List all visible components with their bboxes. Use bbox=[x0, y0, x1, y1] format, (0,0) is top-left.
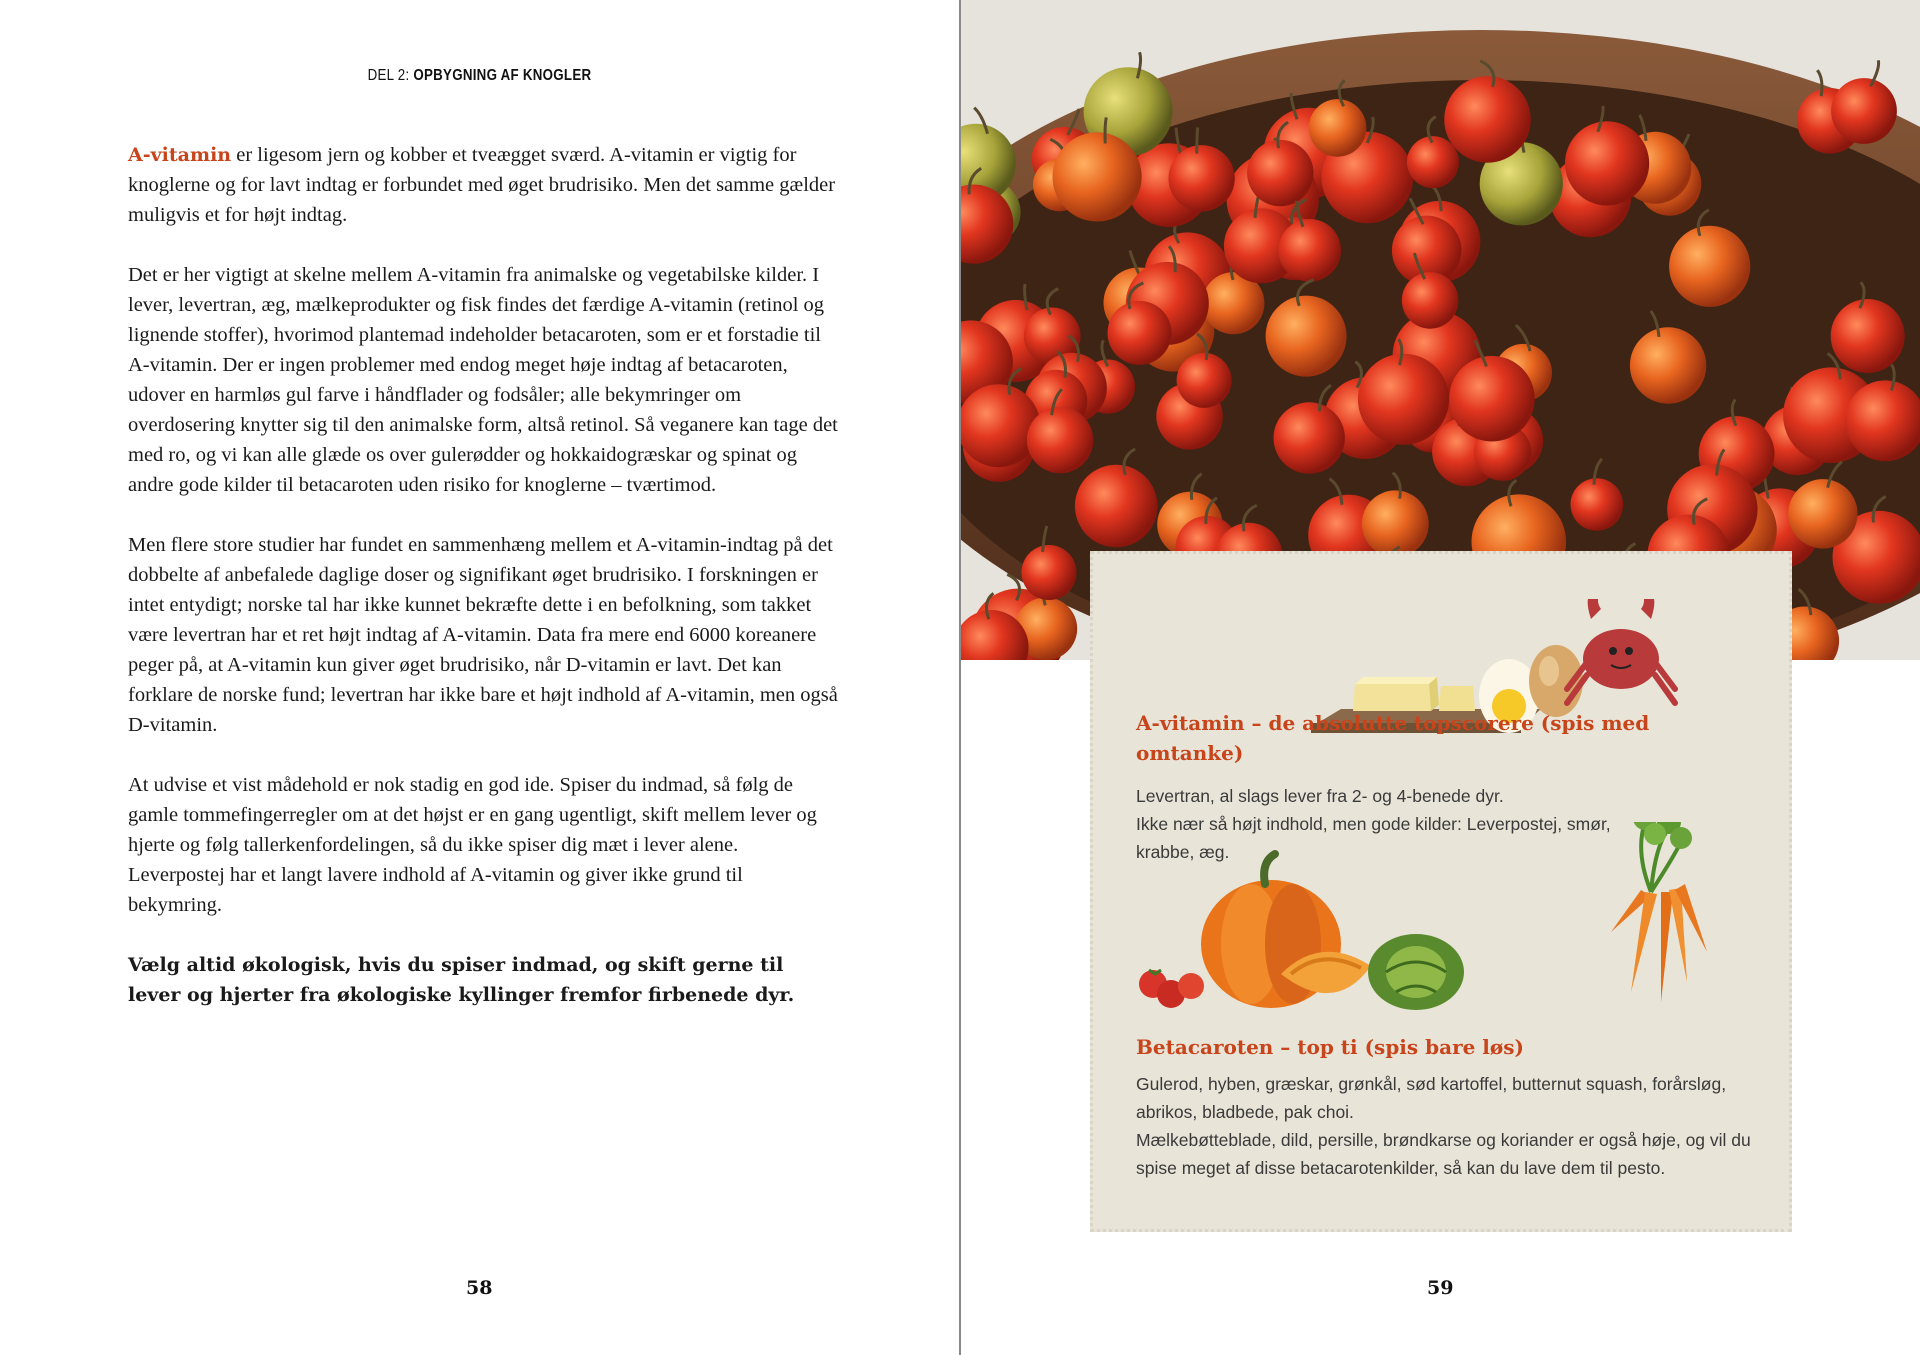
betacarotene-line-1: Gulerod, hyben, græskar, grønkål, sød kartoffel, butternut squash, forårsløg, abrikos, bladbede, pak choi. bbox=[1136, 1074, 1727, 1122]
lead-term: A-vitamin bbox=[128, 144, 232, 166]
info-box bbox=[1090, 551, 1792, 1232]
running-head bbox=[67, 67, 892, 85]
running-head-title: OPBYGNING AF KNOGLER bbox=[413, 67, 592, 84]
paragraph-1 bbox=[128, 140, 838, 230]
paragraph-2: Det er her vigtigt at skelne mellem A-vitamin fra animalske og vegetabilske kilder. I lever, levertran, æg, mælkeprodukter og fisk findes det færdige A-vitamin (retinol og lignende stoffer), hvorimod plantemad indeholder betacaroten, som er et forstadie til A-vitamin. Der er ingen problemer med endog meget høje indtag af betacaroten, udover en harmløs gul farve i håndflader og fodsåler; alle bekymringer om overdosering knytter sig til den animalske form, altså retinol. Så veganere kan tage det med ro, og vi kan alle glæde os over gulerødder og hokkaidogræskar og spinat og andre gode kilder til betacaroten uden risiko for knoglerne – tværtimod. bbox=[128, 264, 838, 496]
paragraph-5-bold: Vælg altid økologisk, hvis du spiser indmad, og skift gerne til lever og hjerter fra økologiske kyllinger fremfor firbenede dyr. bbox=[128, 954, 795, 1006]
page-number-left: 58 bbox=[466, 1277, 493, 1299]
vitamin-a-line-1: Levertran, al slags lever fra 2- og 4-benede dyr. bbox=[1136, 786, 1504, 806]
betacarotene-sources bbox=[1136, 1070, 1766, 1182]
heading-betacarotene: Betacaroten – top ti (spis bare løs) bbox=[1136, 1035, 1524, 1059]
left-page bbox=[0, 0, 959, 1355]
vitamin-a-line-2: Ikke nær så højt indhold, men gode kilder: Leverpostej, smør, krabbe, æg. bbox=[1136, 814, 1611, 862]
betacarotene-line-2: Mælkebøtteblade, dild, persille, brøndkarse og koriander er også høje, og vil du spise meget af disse betacarotenkilder, så kan du lave dem til pesto. bbox=[1136, 1130, 1751, 1178]
paragraph-3: Men flere store studier har fundet en sammenhæng mellem et A-vitamin-indtag på det dobbelte af anbefalede daglige doser og signifikant øget brudrisiko. I forskningen er intet entydigt; norske tal har ikke kunnet bekræfte dette i en befolkning, som takket være levertran har et ret højt indtag af A-vitamin. Data fra mere end 6000 koreanere peger på, at A-vitamin kun giver øget brudrisiko, når D-vitamin er lavt. Det kan forklare de norske fund; levertran har ikke bare et højt indhold af A-vitamin, men også D-vitamin. bbox=[128, 534, 838, 736]
heading-betacarotene-block bbox=[1136, 1032, 1736, 1062]
heading-vitamin-a-block bbox=[1136, 708, 1696, 768]
running-head-prefix: DEL 2: bbox=[367, 67, 414, 84]
plant-sources-illustration bbox=[1131, 822, 1751, 1012]
page-number-right: 59 bbox=[1427, 1277, 1454, 1299]
heading-vitamin-a: A-vitamin – de absolutte topscorere (spis med omtanke) bbox=[1136, 711, 1650, 765]
body-text bbox=[128, 140, 838, 1040]
paragraph-4: At udvise et vist mådehold er nok stadig en god ide. Spiser du indmad, så følg de gamle tommefingerregler om at det højst er en gang ugentligt, skift mellem lever og hjerte og følg tallerkenfordelingen, så du ikke spiser dig mæt i lever alene. Leverpostej har et langt lavere indhold af A-vitamin og giver ikke grund til bekymring. bbox=[128, 774, 817, 916]
paragraph-1-text: er ligesom jern og kobber et tveægget sværd. A-vitamin er vigtig for knoglerne og for lavt indtag er forbundet med øget brudrisiko. Men det samme gælder muligvis et for højt indtag. bbox=[128, 144, 836, 226]
right-page bbox=[961, 0, 1920, 1355]
